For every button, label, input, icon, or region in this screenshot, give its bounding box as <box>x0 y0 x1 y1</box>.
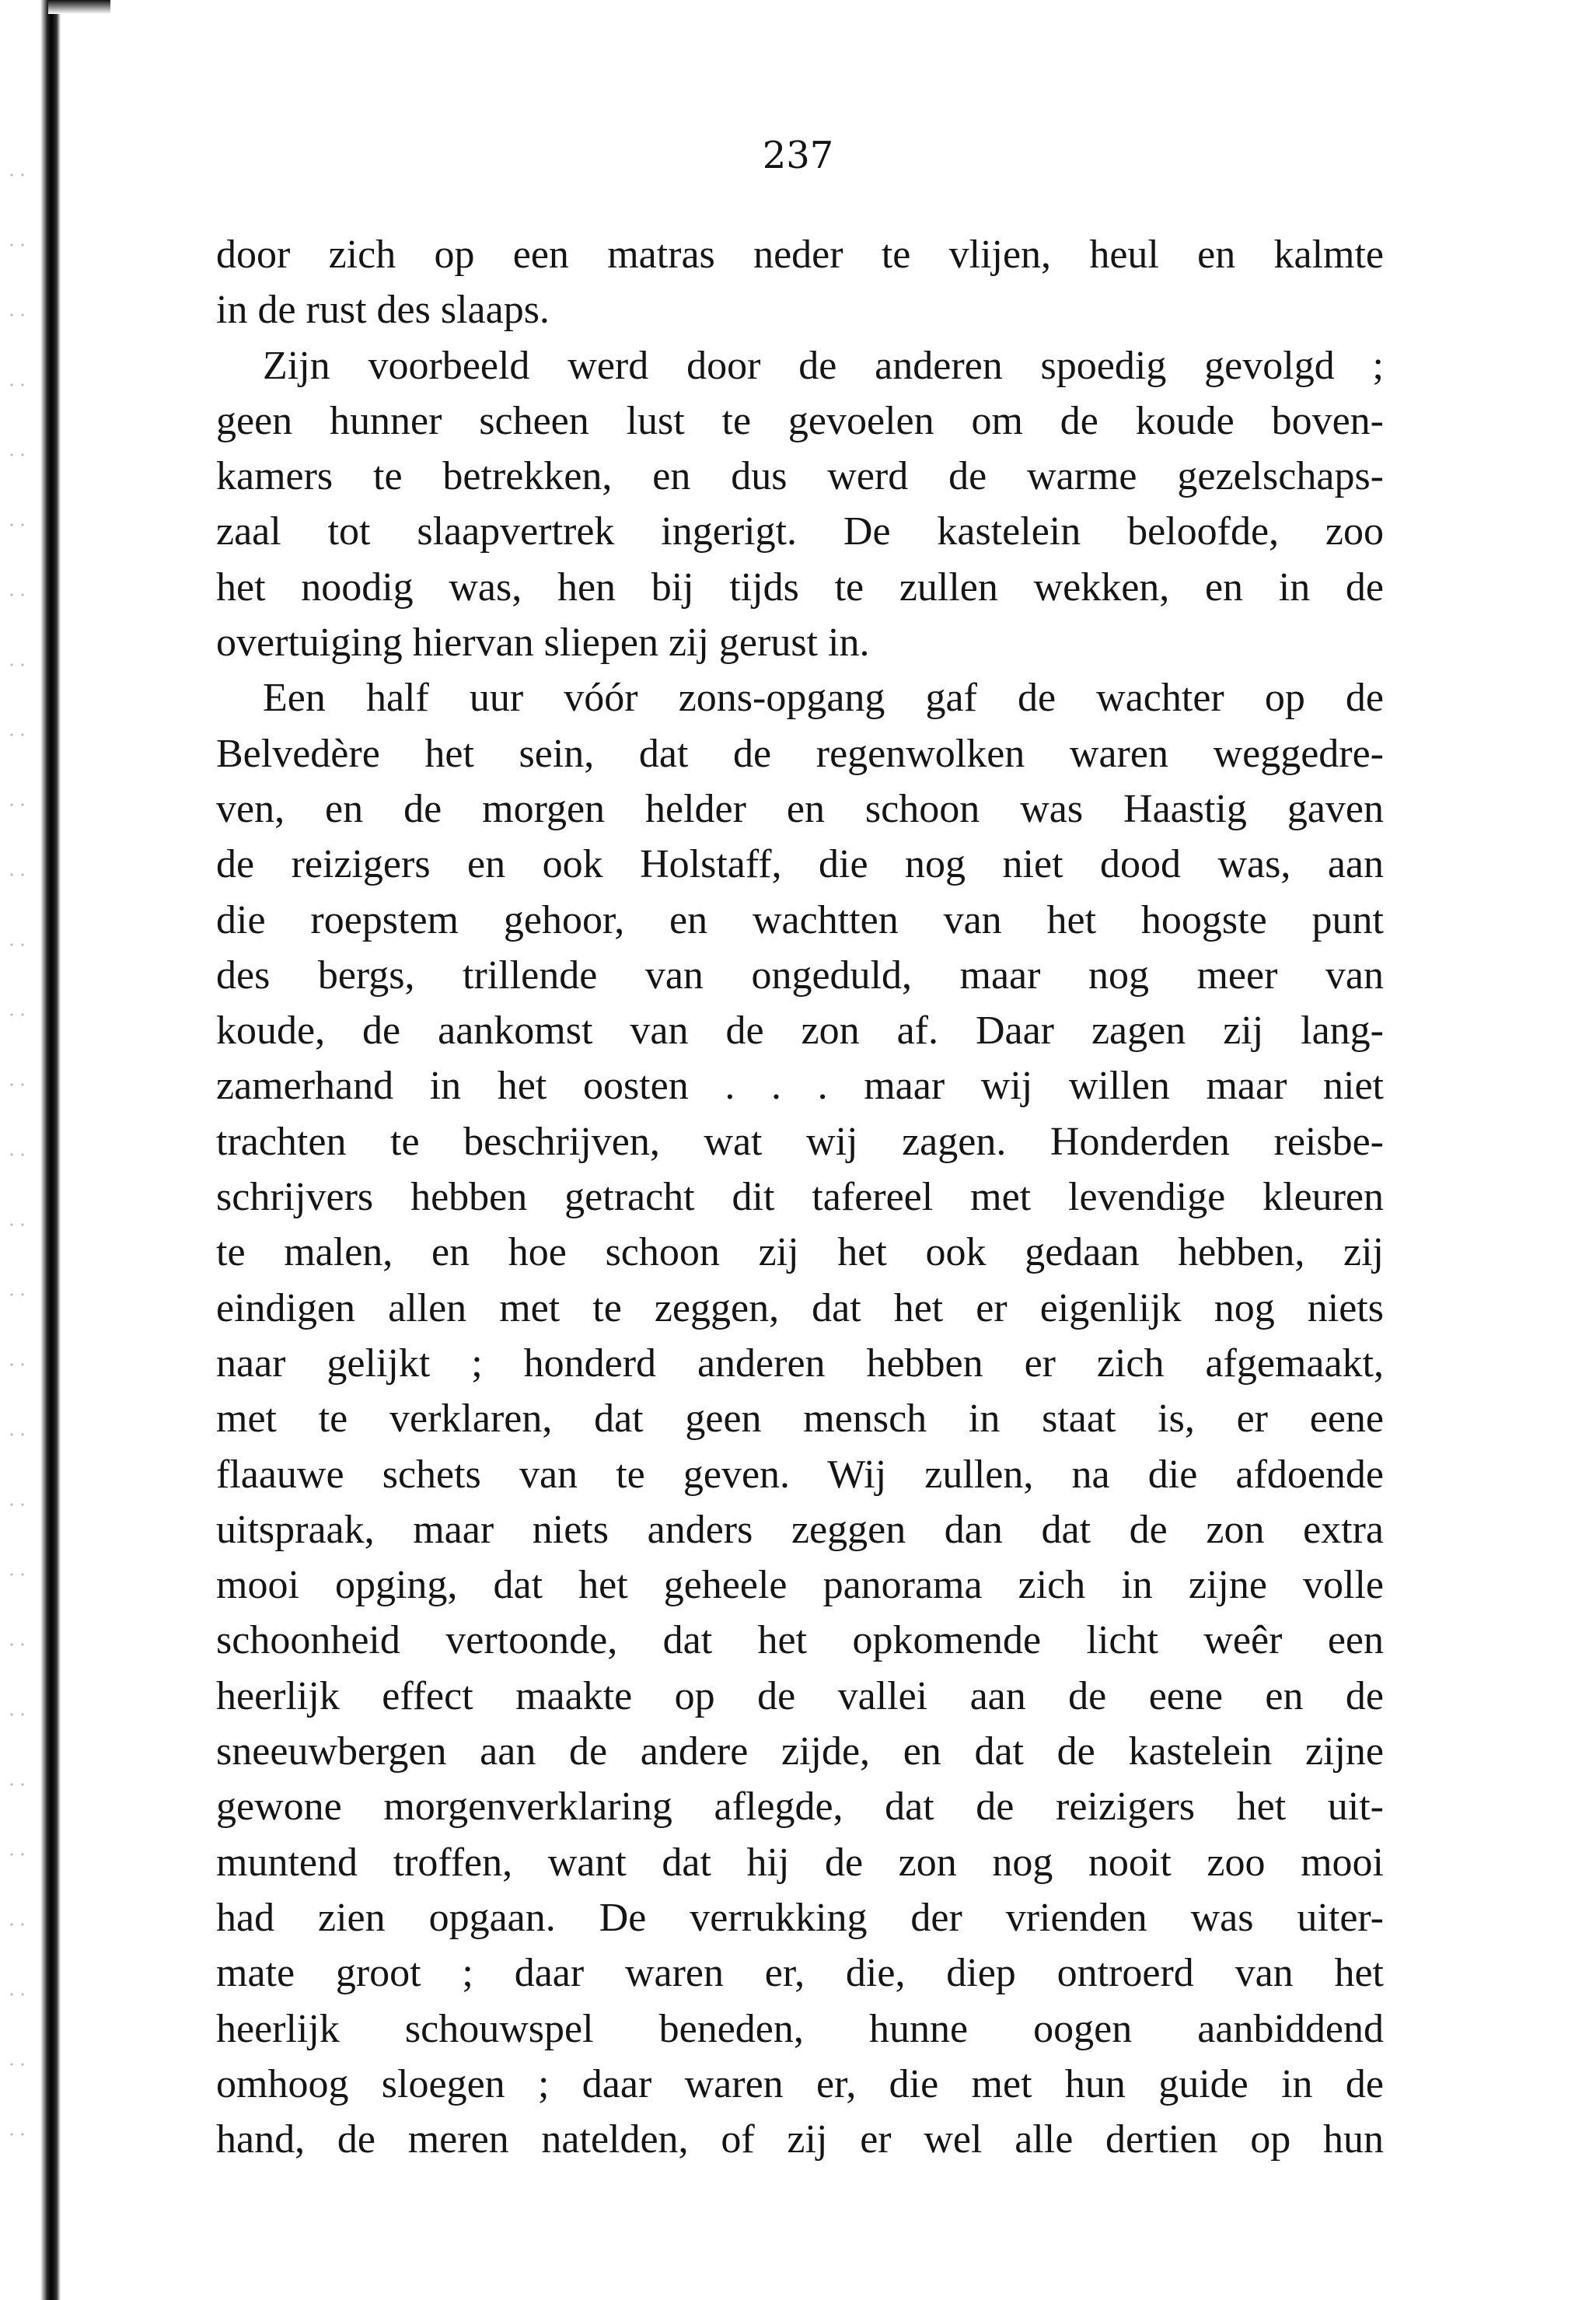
text-line: eindigen allen met te zeggen, dat het er eigenlijk nog niets <box>216 1285 1384 1330</box>
text-line: door zich op een matras neder te vlijen, heul en kalmte <box>216 232 1384 277</box>
text-line: naar gelijkt ; honderd anderen hebben er zich afgemaakt, <box>216 1341 1384 1386</box>
text-line: die roepstem gehoor, en wachtten van het hoogste punt <box>216 897 1384 942</box>
text-line: Een half uur vóór zons-opgang gaf de wachter op de <box>263 676 1384 721</box>
text-line: mate groot ; daar waren er, die, diep ontroerd van het <box>216 1951 1384 1996</box>
text-line: heerlijk effect maakte op de vallei aan de eene en de <box>216 1673 1384 1718</box>
text-line: had zien opgaan. De verrukking der vrienden was uiter- <box>216 1895 1384 1940</box>
text-line: muntend troffen, want dat hij de zon nog nooit zoo mooi <box>216 1840 1384 1885</box>
text-line: kamers te betrekken, en dus werd de warme gezelschaps- <box>216 454 1384 499</box>
text-line: schrijvers hebben getracht dit tafereel met levendige kleuren <box>216 1175 1384 1220</box>
text-line: in de rust des slaaps. <box>216 288 550 333</box>
text-line: trachten te beschrijven, wat wij zagen. Honderden reisbe- <box>216 1119 1384 1164</box>
text-line: Zijn voorbeeld werd door de anderen spoedig gevolgd ; <box>263 343 1384 388</box>
text-line: hand, de meren natelden, of zij er wel alle dertien op hun <box>216 2117 1384 2162</box>
text-line: omhoog sloegen ; daar waren er, die met hun guide in de <box>216 2061 1384 2106</box>
scan-specks <box>6 140 30 2162</box>
text-line: met te verklaren, dat geen mensch in staat is, er eene <box>216 1396 1384 1442</box>
text-line: zamerhand in het oosten . . . maar wij willen maar niet <box>216 1064 1384 1109</box>
text-line: schoonheid vertoonde, dat het opkomende licht weêr een <box>216 1618 1384 1663</box>
text-line: koude, de aankomst van de zon af. Daar zagen zij lang- <box>216 1008 1384 1054</box>
text-line: uitspraak, maar niets anders zeggen dan dat de zon extra <box>216 1507 1384 1552</box>
text-line: zaal tot slaapvertrek ingerigt. De kastelein beloofde, zoo <box>216 509 1384 554</box>
body-text <box>216 227 1384 2167</box>
binding-gutter-top <box>48 0 110 14</box>
text-line: des bergs, trillende van ongeduld, maar nog meer van <box>216 953 1384 998</box>
text-line: geen hunner scheen lust te gevoelen om de koude boven- <box>216 398 1384 443</box>
text-line: het noodig was, hen bij tijds te zullen wekken, en in de <box>216 565 1384 610</box>
text-line: gewone morgenverklaring aflegde, dat de reizigers het uit- <box>216 1784 1384 1830</box>
text-line: te malen, en hoe schoon zij het ook gedaan hebben, zij <box>216 1230 1384 1275</box>
text-line: de reizigers en ook Holstaff, die nog niet dood was, aan <box>216 842 1384 887</box>
binding-gutter-shadow <box>40 0 61 2300</box>
page-number: 237 <box>762 134 834 177</box>
text-line: heerlijk schouwspel beneden, hunne oogen aanbiddend <box>216 2006 1384 2051</box>
text-line: flaauwe schets van te geven. Wij zullen, na die afdoende <box>216 1452 1384 1497</box>
text-line: overtuiging hiervan sliepen zij gerust in. <box>216 620 870 666</box>
text-line: Belvedère het sein, dat de regenwolken waren weggedre- <box>216 731 1384 776</box>
text-line: sneeuwbergen aan de andere zijde, en dat de kastelein zijne <box>216 1729 1384 1774</box>
text-line: mooi opging, dat het geheele panorama zich in zijne volle <box>216 1563 1384 1608</box>
text-line: ven, en de morgen helder en schoon was Haastig gaven <box>216 786 1384 831</box>
